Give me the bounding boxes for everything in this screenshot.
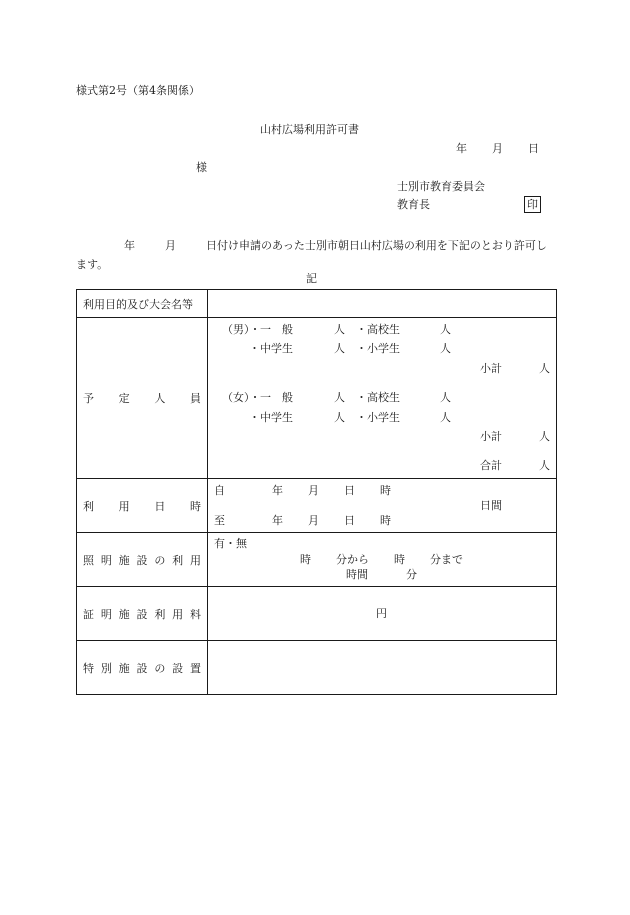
ki-heading: 記 bbox=[306, 272, 317, 285]
table-row-special bbox=[77, 641, 557, 695]
datetime-label-cell bbox=[77, 479, 208, 533]
attendance-label-cell bbox=[77, 318, 208, 479]
lighting-yes-no: 有・無 bbox=[214, 537, 247, 550]
attendance-label: 予 定 人 員 bbox=[83, 392, 201, 405]
date-from-prefix: 自 bbox=[214, 484, 225, 497]
male-juniorhigh: ・中学生 bbox=[249, 342, 293, 355]
issue-date-month: 月 bbox=[492, 142, 503, 155]
table-row-fee bbox=[77, 587, 557, 641]
lighting-hour-from: 時 bbox=[300, 553, 311, 566]
attendance-value-cell bbox=[208, 318, 557, 479]
date-to-hour: 時 bbox=[380, 514, 391, 527]
fee-label: 証 明 施 設 利 用 料 bbox=[83, 607, 201, 621]
female-juniorhigh-unit: 人 bbox=[334, 411, 345, 424]
male-subtotal-unit: 人 bbox=[539, 362, 550, 375]
female-elementary-unit: 人 bbox=[440, 411, 451, 424]
table-row-purpose bbox=[77, 290, 557, 318]
lighting-hour-to: 時 bbox=[394, 553, 405, 566]
issue-date-day: 日 bbox=[528, 142, 539, 155]
lighting-duration-hours: 時間 bbox=[346, 568, 368, 581]
male-general-unit: 人 bbox=[334, 323, 345, 336]
date-to-month: 月 bbox=[308, 514, 319, 527]
female-subtotal-label: 小計 bbox=[480, 430, 502, 443]
female-highschool-unit: 人 bbox=[440, 391, 451, 404]
datetime-label: 利 用 日 時 bbox=[83, 499, 201, 513]
date-to-day: 日 bbox=[344, 514, 355, 527]
total-unit: 人 bbox=[539, 459, 550, 472]
special-value-cell bbox=[208, 641, 557, 695]
purpose-label-cell bbox=[77, 290, 208, 318]
table-row-lighting bbox=[77, 533, 557, 587]
date-to-prefix: 至 bbox=[214, 514, 225, 527]
date-from-hour: 時 bbox=[380, 484, 391, 497]
table-row-datetime bbox=[77, 479, 557, 533]
female-juniorhigh: ・中学生 bbox=[249, 411, 293, 424]
fee-value-cell bbox=[208, 587, 557, 641]
seal-mark: 印 bbox=[524, 196, 541, 213]
date-to-year: 年 bbox=[272, 514, 283, 527]
body-month: 月 bbox=[165, 239, 176, 252]
issuer-position: 教育長 bbox=[397, 198, 430, 211]
lighting-minute-from: 分から bbox=[336, 553, 369, 566]
issue-date-year: 年 bbox=[456, 142, 467, 155]
female-subtotal-unit: 人 bbox=[539, 430, 550, 443]
female-highschool: ・高校生 bbox=[356, 391, 400, 404]
issuer-organization: 士別市教育委員会 bbox=[397, 180, 485, 193]
addressee-suffix: 様 bbox=[196, 161, 207, 174]
body-year: 年 bbox=[124, 239, 135, 252]
permit-body-text bbox=[76, 236, 556, 274]
male-elementary: ・小学生 bbox=[356, 342, 400, 355]
special-label-cell bbox=[77, 641, 208, 695]
date-from-day: 日 bbox=[344, 484, 355, 497]
total-label: 合計 bbox=[480, 459, 502, 472]
lighting-label: 照 明 施 設 の 利 用 bbox=[83, 553, 201, 567]
female-prefix: （女）・ bbox=[222, 391, 261, 404]
female-elementary: ・小学生 bbox=[356, 411, 400, 424]
fee-label-cell bbox=[77, 587, 208, 641]
female-general-unit: 人 bbox=[334, 391, 345, 404]
special-label: 特 別 施 設 の 設 置 bbox=[83, 661, 201, 675]
date-from-month: 月 bbox=[308, 484, 319, 497]
document-title: 山村広場利用許可書 bbox=[260, 123, 359, 136]
table-row-attendance bbox=[77, 318, 557, 479]
male-prefix: （男）・ bbox=[222, 323, 261, 336]
lighting-minute-to: 分まで bbox=[430, 553, 463, 566]
male-elementary-unit: 人 bbox=[440, 342, 451, 355]
male-general: 一 般 bbox=[260, 323, 293, 336]
purpose-label: 利用目的及び大会名等 bbox=[83, 297, 193, 311]
fee-yen: 円 bbox=[376, 607, 387, 620]
male-highschool-unit: 人 bbox=[440, 323, 451, 336]
body-sentence: 日付け申請のあった士別市朝日山村広場の利用を下記のとおり許可します。 bbox=[76, 239, 547, 271]
datetime-value-cell bbox=[208, 479, 557, 533]
purpose-value-cell bbox=[208, 290, 557, 318]
date-from-year: 年 bbox=[272, 484, 283, 497]
female-general: 一 般 bbox=[260, 391, 293, 404]
lighting-duration-minutes: 分 bbox=[406, 568, 417, 581]
days-label: 日間 bbox=[480, 499, 502, 512]
male-juniorhigh-unit: 人 bbox=[334, 342, 345, 355]
lighting-label-cell bbox=[77, 533, 208, 587]
lighting-value-cell bbox=[208, 533, 557, 587]
form-number: 様式第2号（第4条関係） bbox=[76, 84, 200, 97]
male-subtotal-label: 小計 bbox=[480, 362, 502, 375]
male-highschool: ・高校生 bbox=[356, 323, 400, 336]
permit-details-table bbox=[76, 289, 557, 695]
